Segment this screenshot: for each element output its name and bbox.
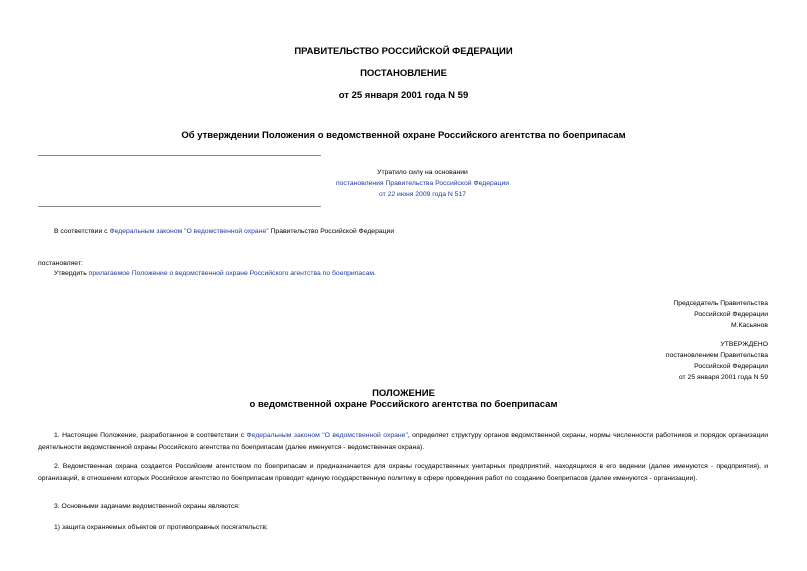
signature-block <box>673 298 768 331</box>
approve-prefix: Утвердить <box>54 270 89 277</box>
preamble <box>54 226 754 237</box>
signature-line2: Российской Федерации <box>694 311 768 318</box>
clause-1-prefix: 1. Настоящее Положение, разработанное в соответствии с <box>54 432 247 439</box>
clause-1 <box>38 430 768 453</box>
approved-block <box>666 339 768 383</box>
approved-line2: постановлением Правительства <box>665 352 768 359</box>
validity-note-line1: Утратило силу на основании <box>377 169 468 176</box>
document-date-number: от 25 января 2001 года N 59 <box>338 90 469 101</box>
clause-1-suffix: , определяет структуру органов ведомственной охраны, нормы численности работников и порядок организации деятельности ведомственной охраны Российского агентства по боеприпасам (далее именуется - ведомственная охрана). <box>38 432 768 451</box>
approved-line4: от 25 января 2001 года N 59 <box>678 374 768 381</box>
signature-name: М.Касьянов <box>730 322 768 329</box>
document-title: Об утверждении Положения о ведомственной охране Российского агентства по боеприпасам <box>181 130 626 141</box>
approved-line1: УТВЕРЖДЕНО <box>720 341 768 348</box>
divider-top <box>38 155 321 156</box>
regulation-heading: ПОЛОЖЕНИЕ <box>372 388 435 399</box>
decrees-text: постановляет: <box>38 260 83 267</box>
approve-suffix: . <box>374 270 376 277</box>
clause-2: 2. Ведомственная охрана создается Российским агентством по боеприпасам и предназначается для охраны государственных унитарных предприятий, находящихся в его ведении (далее именуются - предприятия), и организаций, в отношении которых Российское агентство по боеприпасам проводит единую государственную политику в сфере проведения работ по созданию боеприпасов (далее именуются - организации). <box>38 463 768 482</box>
clause-1-law-link[interactable]: Федеральным законом "О ведомственной охране" <box>246 432 408 439</box>
approved-line3: Российской Федерации <box>694 363 768 370</box>
preamble-suffix: Правительство Российской Федерации <box>268 228 395 235</box>
validity-note-date[interactable]: от 22 июня 2009 года N 517 <box>378 191 467 198</box>
federal-law-link[interactable]: Федеральным законом "О ведомственной охране" <box>109 228 269 235</box>
regulation-link[interactable]: прилагаемое Положение о ведомственной охране Российского агентства по боеприпасам <box>88 270 375 277</box>
clause-3-item-1: 1) защита охраняемых объектов от противоправных посягательств; <box>54 524 268 531</box>
validity-note <box>300 167 545 200</box>
preamble-prefix: В соответствии с <box>54 228 110 235</box>
validity-note-link[interactable]: постановления Правительства Российской Федерации <box>335 180 510 187</box>
approve-paragraph <box>54 268 754 279</box>
regulation-subheading: о ведомственной охране Российского агентства по боеприпасам <box>249 399 558 410</box>
clause-3: 3. Основными задачами ведомственной охраны являются: <box>54 503 240 510</box>
government-heading: ПРАВИТЕЛЬСТВО РОССИЙСКОЙ ФЕДЕРАЦИИ <box>294 46 513 57</box>
document-type: ПОСТАНОВЛЕНИЕ <box>360 68 447 79</box>
divider-bottom <box>38 206 321 207</box>
signature-line1: Председатель Правительства <box>673 300 768 307</box>
